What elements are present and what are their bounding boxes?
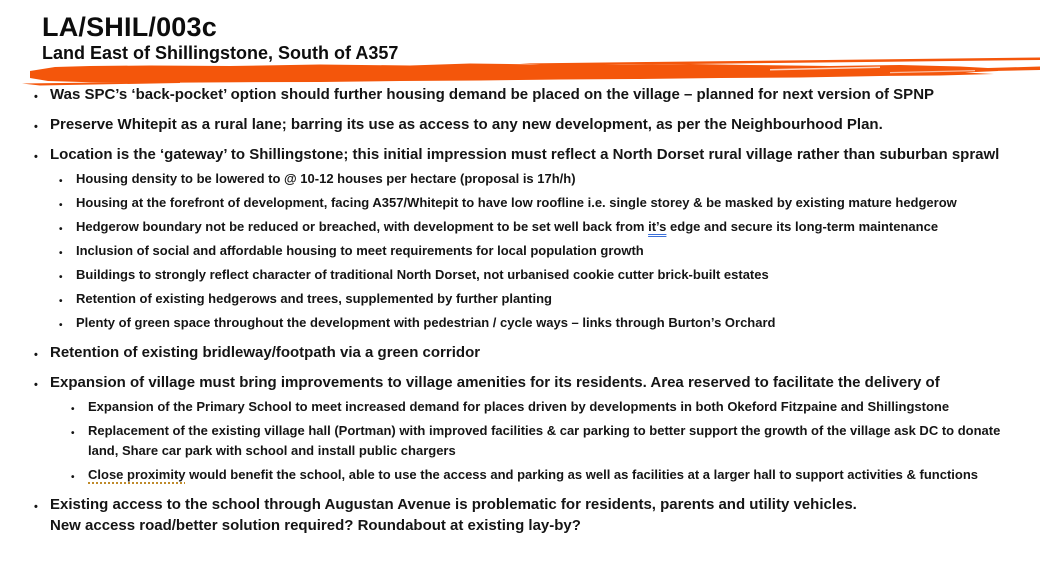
bullet-marker: •: [71, 472, 75, 483]
bullet-text: [50, 496, 857, 534]
bullet-text: [76, 315, 775, 330]
bullet-marker: •: [34, 151, 38, 163]
bullet-text: [76, 243, 644, 258]
bullet-item: [0, 313, 1040, 333]
text-segment: Replacement of the existing village hall (Portman) with improved facilities & car parking to better support the growth of the village ask DC to donate land, Share car park with school and install public chargers: [88, 423, 1001, 458]
bullet-item: [0, 421, 1040, 461]
grammar-flagged-text: it’s: [648, 219, 667, 234]
bullet-item: [0, 289, 1040, 309]
bullet-item: [0, 494, 1040, 536]
bullet-text: [50, 86, 934, 103]
bullet-text: [76, 291, 552, 306]
bullet-text: [76, 267, 769, 282]
text-segment: Retention of existing bridleway/footpath via a green corridor: [50, 344, 481, 361]
text-segment: Was SPC’s ‘back-pocket’ option should further housing demand be placed on the village – planned for next version of SPNP: [50, 86, 935, 103]
bullet-item: [0, 241, 1040, 261]
bullet-item: [0, 397, 1040, 417]
text-segment: Housing at the forefront of development, facing A357/Whitepit to have low roofline i.e. single storey & be masked by existing mature hedgerow: [76, 195, 957, 210]
page-subtitle: Land East of Shillingstone, South of A357: [42, 43, 399, 64]
bullet-marker: •: [34, 121, 38, 133]
text-segment: Housing density to be lowered to @ 10-12 houses per hectare (proposal is 17h/h): [76, 171, 576, 186]
bullet-marker: •: [59, 248, 63, 259]
bullet-item: [0, 217, 1040, 237]
bullet-item: [0, 193, 1040, 213]
bullet-marker: •: [59, 296, 63, 307]
bullet-item: [0, 114, 1040, 135]
text-segment: Expansion of village must bring improvements to village amenities for its residents. Area reserved to facilitate the delivery of: [50, 374, 940, 391]
text-segment: edge and secure its long-term maintenance: [666, 219, 939, 234]
bullet-marker: •: [71, 404, 75, 415]
bullet-text: [88, 467, 978, 482]
page-title: LA/SHIL/003c: [42, 12, 217, 42]
bullet-marker: •: [34, 349, 38, 361]
text-segment: Existing access to the school through Augustan Avenue is problematic for residents, parents and utility vehicles.: [50, 496, 857, 513]
bullet-item: [0, 465, 1040, 485]
bullet-item: [0, 342, 1040, 363]
text-segment: Retention of existing hedgerows and trees, supplemented by further planting: [76, 291, 552, 306]
bullet-marker: •: [34, 379, 38, 391]
bullet-marker: •: [34, 91, 38, 103]
bullet-marker: •: [34, 501, 38, 513]
text-segment: Preserve Whitepit as a rural lane; barring its use as access to any new development, as per the Neighbourhood Plan.: [50, 116, 883, 133]
bullet-text: [50, 146, 999, 163]
bullet-text: [50, 344, 480, 361]
bullet-text: [50, 374, 940, 391]
bullet-item: [0, 169, 1040, 189]
bullet-text: [50, 116, 883, 133]
bullet-marker: •: [59, 272, 63, 283]
bullet-marker: •: [59, 176, 63, 187]
refinement-flagged-text: Close proximity: [88, 467, 186, 482]
bullet-text: [76, 195, 957, 210]
bullet-marker: •: [59, 224, 63, 235]
bullet-text: [76, 219, 938, 234]
bullet-marker: •: [59, 200, 63, 211]
bullet-text: [76, 171, 576, 186]
text-segment: would benefit the school, able to use the access and parking as well as facilities at a larger hall to support activities & functions: [185, 467, 979, 482]
text-segment: Hedgerow boundary not be reduced or breached, with development to be set well back from: [76, 219, 649, 234]
bullet-item: [0, 144, 1040, 165]
bullet-list: [0, 80, 1040, 536]
text-segment: New access road/better solution required? Roundabout at existing lay-by?: [50, 517, 581, 534]
bullet-item: [0, 372, 1040, 393]
text-segment: Buildings to strongly reflect character of traditional North Dorset, not urbanised cookie cutter brick-built estates: [76, 267, 769, 282]
bullet-text: [88, 399, 949, 414]
bullet-marker: •: [71, 428, 75, 439]
text-segment: Plenty of green space throughout the development with pedestrian / cycle ways – links through Burton’s Orchard: [76, 315, 776, 330]
bullet-item: [0, 265, 1040, 285]
text-segment: Expansion of the Primary School to meet increased demand for places driven by developments in both Okeford Fitzpaine and Shillingstone: [88, 399, 950, 414]
bullet-text: [88, 423, 1000, 458]
bullet-item: [0, 84, 1040, 105]
text-segment: Location is the ‘gateway’ to Shillingstone; this initial impression must reflect a North Dorset rural village rather than suburban sprawl: [50, 146, 1000, 163]
slide-header: [42, 13, 398, 64]
text-segment: Inclusion of social and affordable housing to meet requirements for local population growth: [76, 243, 644, 258]
bullet-marker: •: [59, 320, 63, 331]
